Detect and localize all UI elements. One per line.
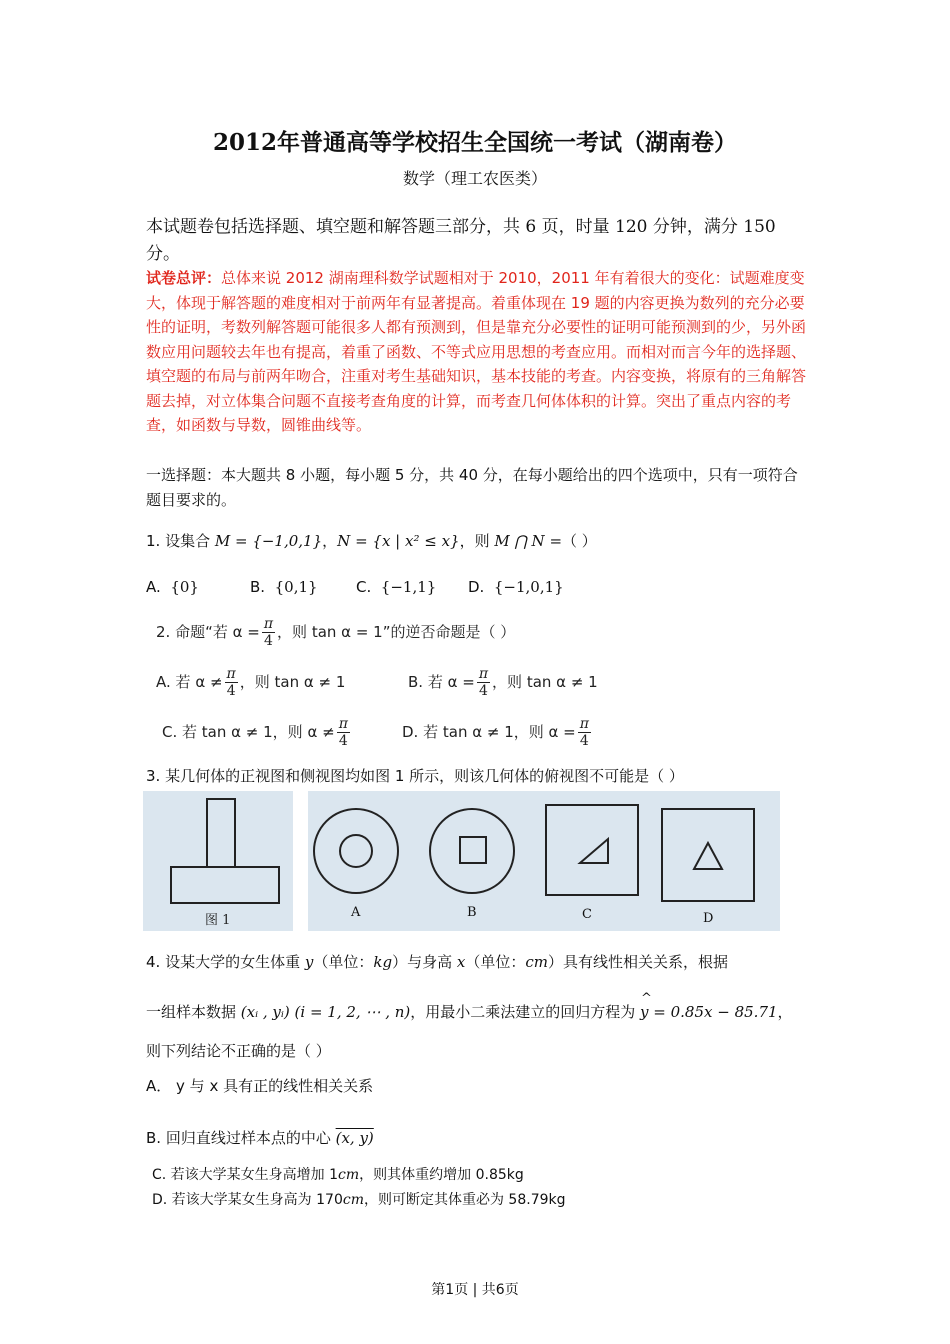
question-4-option-c: C. 若该大学某女生身高增加 1cm，则其体重约增加 0.85kg [152, 1167, 524, 1183]
option-a-label: A [351, 905, 361, 920]
option-c-square [546, 805, 638, 895]
question-3-stem: 3. 某几何体的正视图和侧视图均如图 1 所示，则该几何体的俯视图不可能是（ ） [146, 767, 684, 785]
question-4-stem-line1: 4. 设某大学的女生体重 y（单位：kg）与身高 x（单位：cm）具有线性相关关系，根据 [146, 953, 728, 971]
figure-options-views [308, 791, 780, 931]
fraction-pi-over-4: $\frac{\pi}{4}$ [263, 616, 274, 649]
question-2-stem: 2. 命题“若 α = $\frac{\pi}{4}$ ，则 tan α = 1”的逆否命题是（ ） [156, 616, 516, 649]
question-1-option-c: C. {−1,1} [356, 578, 437, 596]
question-4-stem-line2: 一组样本数据 (xᵢ , yᵢ) (i = 1, 2, ⋯ , n)，用最小二乘法建立的回归方程为 ^ y = 0.85x − 85.71， [146, 1001, 793, 1022]
question-4-stem-line3: 则下列结论不正确的是（ ） [146, 1042, 331, 1060]
option-c-triangle [580, 839, 608, 863]
figure-1-caption: 图 1 [205, 913, 231, 928]
section-heading: 一选择题：本大题共 8 小题，每小题 5 分，共 40 分，在每小题给出的四个选项中，只有一项符合题目要求的。 [146, 466, 798, 509]
page-title: 2012年普通高等学校招生全国统一考试（湖南卷） [212, 129, 737, 156]
option-b-label: B [467, 905, 477, 920]
question-2-option-b: B. 若 α = $\frac{\pi}{4}$ ，则 tan α ≠ 1 [408, 666, 598, 699]
question-2-option-d: D. 若 tan α ≠ 1，则 α = $\frac{\pi}{4}$ [402, 716, 589, 749]
page-footer: 第1页 | 共6页 [431, 1282, 519, 1298]
review-label: 试卷总评： [146, 269, 222, 287]
exam-intro: 本试题卷包括选择题、填空题和解答题三部分，共 6 页，时量 120 分钟，满分 150 分。 [146, 217, 776, 264]
option-b-square [460, 837, 486, 863]
question-4-option-d: D. 若该大学某女生身高为 170cm，则可断定其体重必为 58.79kg [152, 1192, 566, 1208]
question-4-option-b: B. 回归直线过样本点的中心 (x, y) [146, 1129, 374, 1147]
options-drawing [308, 791, 780, 931]
figure-1-front-view [143, 791, 293, 931]
option-c-label: C [582, 907, 592, 922]
question-4-option-a: A． y 与 x 具有正的线性相关关系 [146, 1077, 374, 1095]
option-a-outer-circle [314, 809, 398, 893]
option-b-circle [430, 809, 514, 893]
question-2-option-a: A. 若 α ≠ $\frac{\pi}{4}$ ，则 tan α ≠ 1 [156, 666, 346, 699]
option-d-triangle [694, 843, 722, 869]
option-a-inner-circle [340, 835, 372, 867]
question-1-option-d: D. {−1,0,1} [468, 578, 564, 596]
review-text: 总体来说 2012 湖南理科数学试题相对于 2010，2011 年有着很大的变化：试题难度变大，体现于解答题的难度相对于前两年有显著提高。着重体现在 19 题的内容更换为数列的充分必要性的证明，考数列解答题可能很多人都有预测到，但是靠充分必要性的证明可能预测到的少，另外函数应用问题较去年也有提高，着重了函数、不等式应用思想的考查应用。而相对而言今年的选择题、填空题的布局与前两年吻合，注重对考生基础知识，基本技能的考查。内容变换，将原有的三角解答题去掉，对立体集合问题不直接考查角度的计算，而考查几何体体积的计算。突出了重点内容的考查，如函数与导数，圆锥曲线等。 [146, 269, 807, 434]
question-1-option-a: A. {0} [146, 578, 199, 596]
question-2-option-c: C. 若 tan α ≠ 1，则 α ≠ $\frac{\pi}{4}$ [162, 716, 348, 749]
question-1-option-b: B. {0,1} [250, 578, 318, 596]
option-d-square [662, 809, 754, 901]
option-d-label: D [703, 911, 714, 926]
question-1-stem: 1. 设集合 M = {−1,0,1}，N = {x | x² ≤ x}，则 M ⋂ N =（ ） [146, 532, 597, 550]
exam-review [146, 266, 810, 438]
page-subtitle: 数学（理工农医类） [402, 169, 547, 188]
